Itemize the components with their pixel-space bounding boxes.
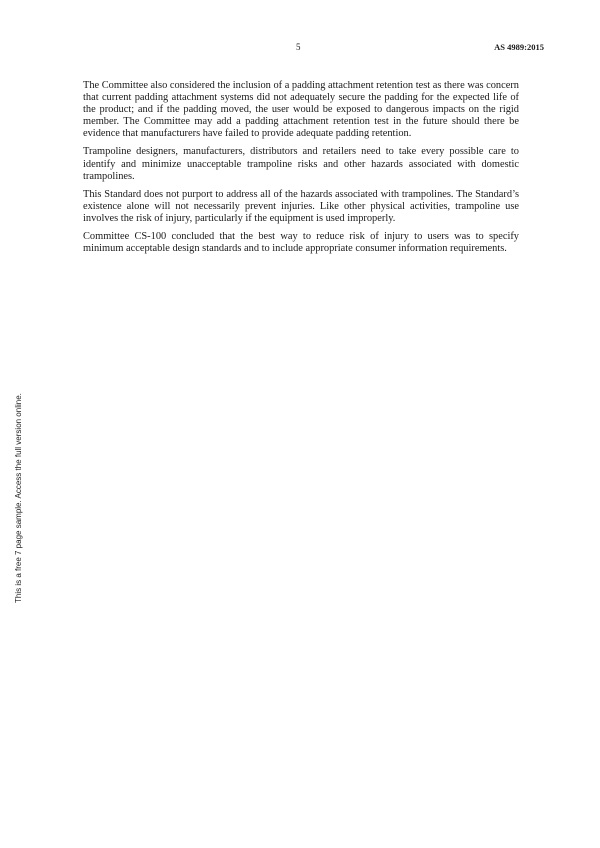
paragraph-trampoline-designers: Trampoline designers, manufacturers, distributors and retailers need to take every possible care to identify and minimize unacceptable trampoline risks and other hazards associated with domestic trampolines. <box>83 146 519 182</box>
page-number: 5 <box>296 42 301 52</box>
paragraph-padding-retention: The Committee also considered the inclusion of a padding attachment retention test as there was concern that current padding attachment systems did not adequately secure the padding for the expected life of the product; and if the padding moved, the user would be exposed to dangerous impacts on the rigid member. The Committee may add a padding attachment retention test in the future should there be evidence that manufacturers have failed to provide adequate padding retention. <box>83 80 519 140</box>
document-code: AS 4989:2015 <box>494 42 544 52</box>
body-text <box>83 80 519 261</box>
sample-notice: This is a free 7 page sample. Access the full version online. <box>14 393 23 603</box>
paragraph-committee-conclusion: Committee CS-100 concluded that the best way to reduce risk of injury to users was to specify minimum acceptable design standards and to include appropriate consumer information requirements. <box>83 231 519 255</box>
paragraph-standard-scope: This Standard does not purport to address all of the hazards associated with trampolines. The Standard’s existence alone will not necessarily prevent injuries. Like other physical activities, trampoline use involves the risk of injury, particularly if the equipment is used improperly. <box>83 188 519 224</box>
